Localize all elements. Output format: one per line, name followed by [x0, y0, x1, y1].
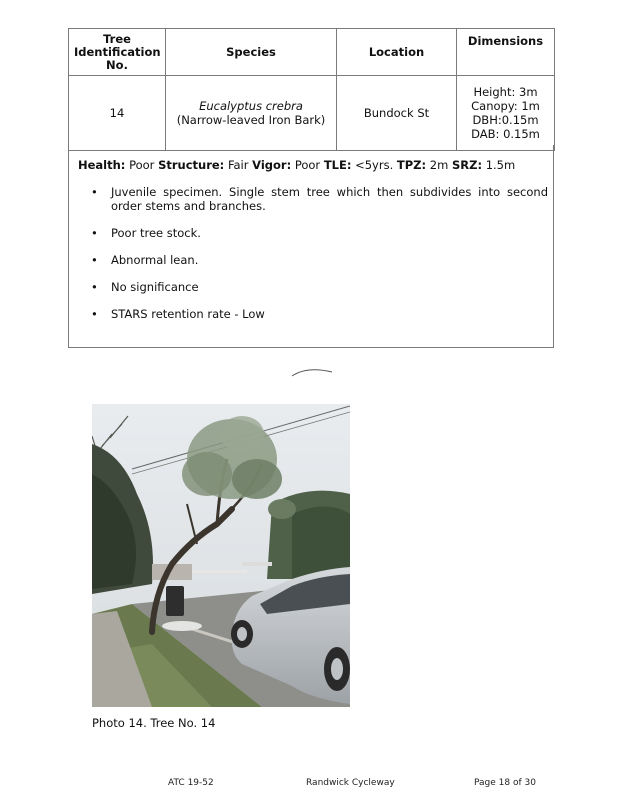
footer-project-title: Randwick Cycleway: [306, 778, 395, 788]
header-location: Location: [337, 29, 457, 76]
tpz-value: 2m: [429, 158, 449, 172]
bullet-icon: •: [91, 307, 98, 321]
header-species: Species: [166, 29, 337, 76]
structure-label: Structure:: [158, 158, 225, 172]
list-item: [78, 280, 548, 294]
species-cell: [166, 76, 337, 151]
table-header-row: [69, 29, 555, 76]
location-cell: Bundock St: [337, 76, 457, 151]
note-text: Abnormal lean.: [111, 253, 199, 267]
vigor-label: Vigor:: [252, 158, 292, 172]
dimension-dab: DAB: 0.15m: [471, 127, 540, 141]
health-label: Health:: [78, 158, 126, 172]
species-common: (Narrow-leaved Iron Bark): [176, 113, 326, 127]
assessment-box: [68, 145, 554, 348]
tle-label: TLE:: [323, 158, 352, 172]
health-value: Poor: [129, 158, 155, 172]
list-item: [78, 185, 548, 213]
tpz-label: TPZ:: [396, 158, 427, 172]
footer-page-number: Page 18 of 30: [474, 778, 536, 788]
bullet-icon: •: [91, 280, 98, 294]
note-text: Poor tree stock.: [111, 226, 201, 240]
assessment-notes-list: [78, 185, 548, 334]
tree-details-table: [68, 28, 555, 151]
note-text: STARS retention rate - Low: [111, 307, 265, 321]
srz-value: 1.5m: [485, 158, 516, 172]
tree-id-cell: 14: [69, 76, 166, 151]
photo-caption: Photo 14. Tree No. 14: [92, 716, 216, 730]
header-tree-id: Tree Identification No.: [69, 29, 166, 76]
dimension-height: Height: 3m: [473, 85, 538, 99]
list-item: [78, 226, 548, 240]
tle-value: <5yrs.: [355, 158, 394, 172]
table-row: [69, 76, 555, 151]
bullet-icon: •: [91, 185, 98, 199]
bullet-icon: •: [91, 253, 98, 267]
health-summary-line: [78, 158, 515, 172]
note-text: Juvenile specimen. Single stem tree which then subdivides into second order stems and branches.: [111, 185, 548, 213]
list-item: [78, 253, 548, 267]
note-text: No significance: [111, 280, 199, 294]
dimension-canopy: Canopy: 1m: [471, 99, 540, 113]
species-scientific: Eucalyptus crebra: [199, 99, 303, 113]
list-item: [78, 307, 548, 321]
footer-document-code: ATC 19-52: [168, 778, 214, 788]
dimensions-cell: [457, 76, 555, 151]
dimension-dbh: DBH:0.15m: [472, 113, 539, 127]
srz-label: SRZ:: [451, 158, 483, 172]
bullet-icon: •: [91, 226, 98, 240]
vigor-value: Poor: [294, 158, 321, 172]
tree-photo: [92, 364, 350, 707]
header-dimensions: Dimensions: [457, 29, 555, 76]
structure-value: Fair: [227, 158, 249, 172]
